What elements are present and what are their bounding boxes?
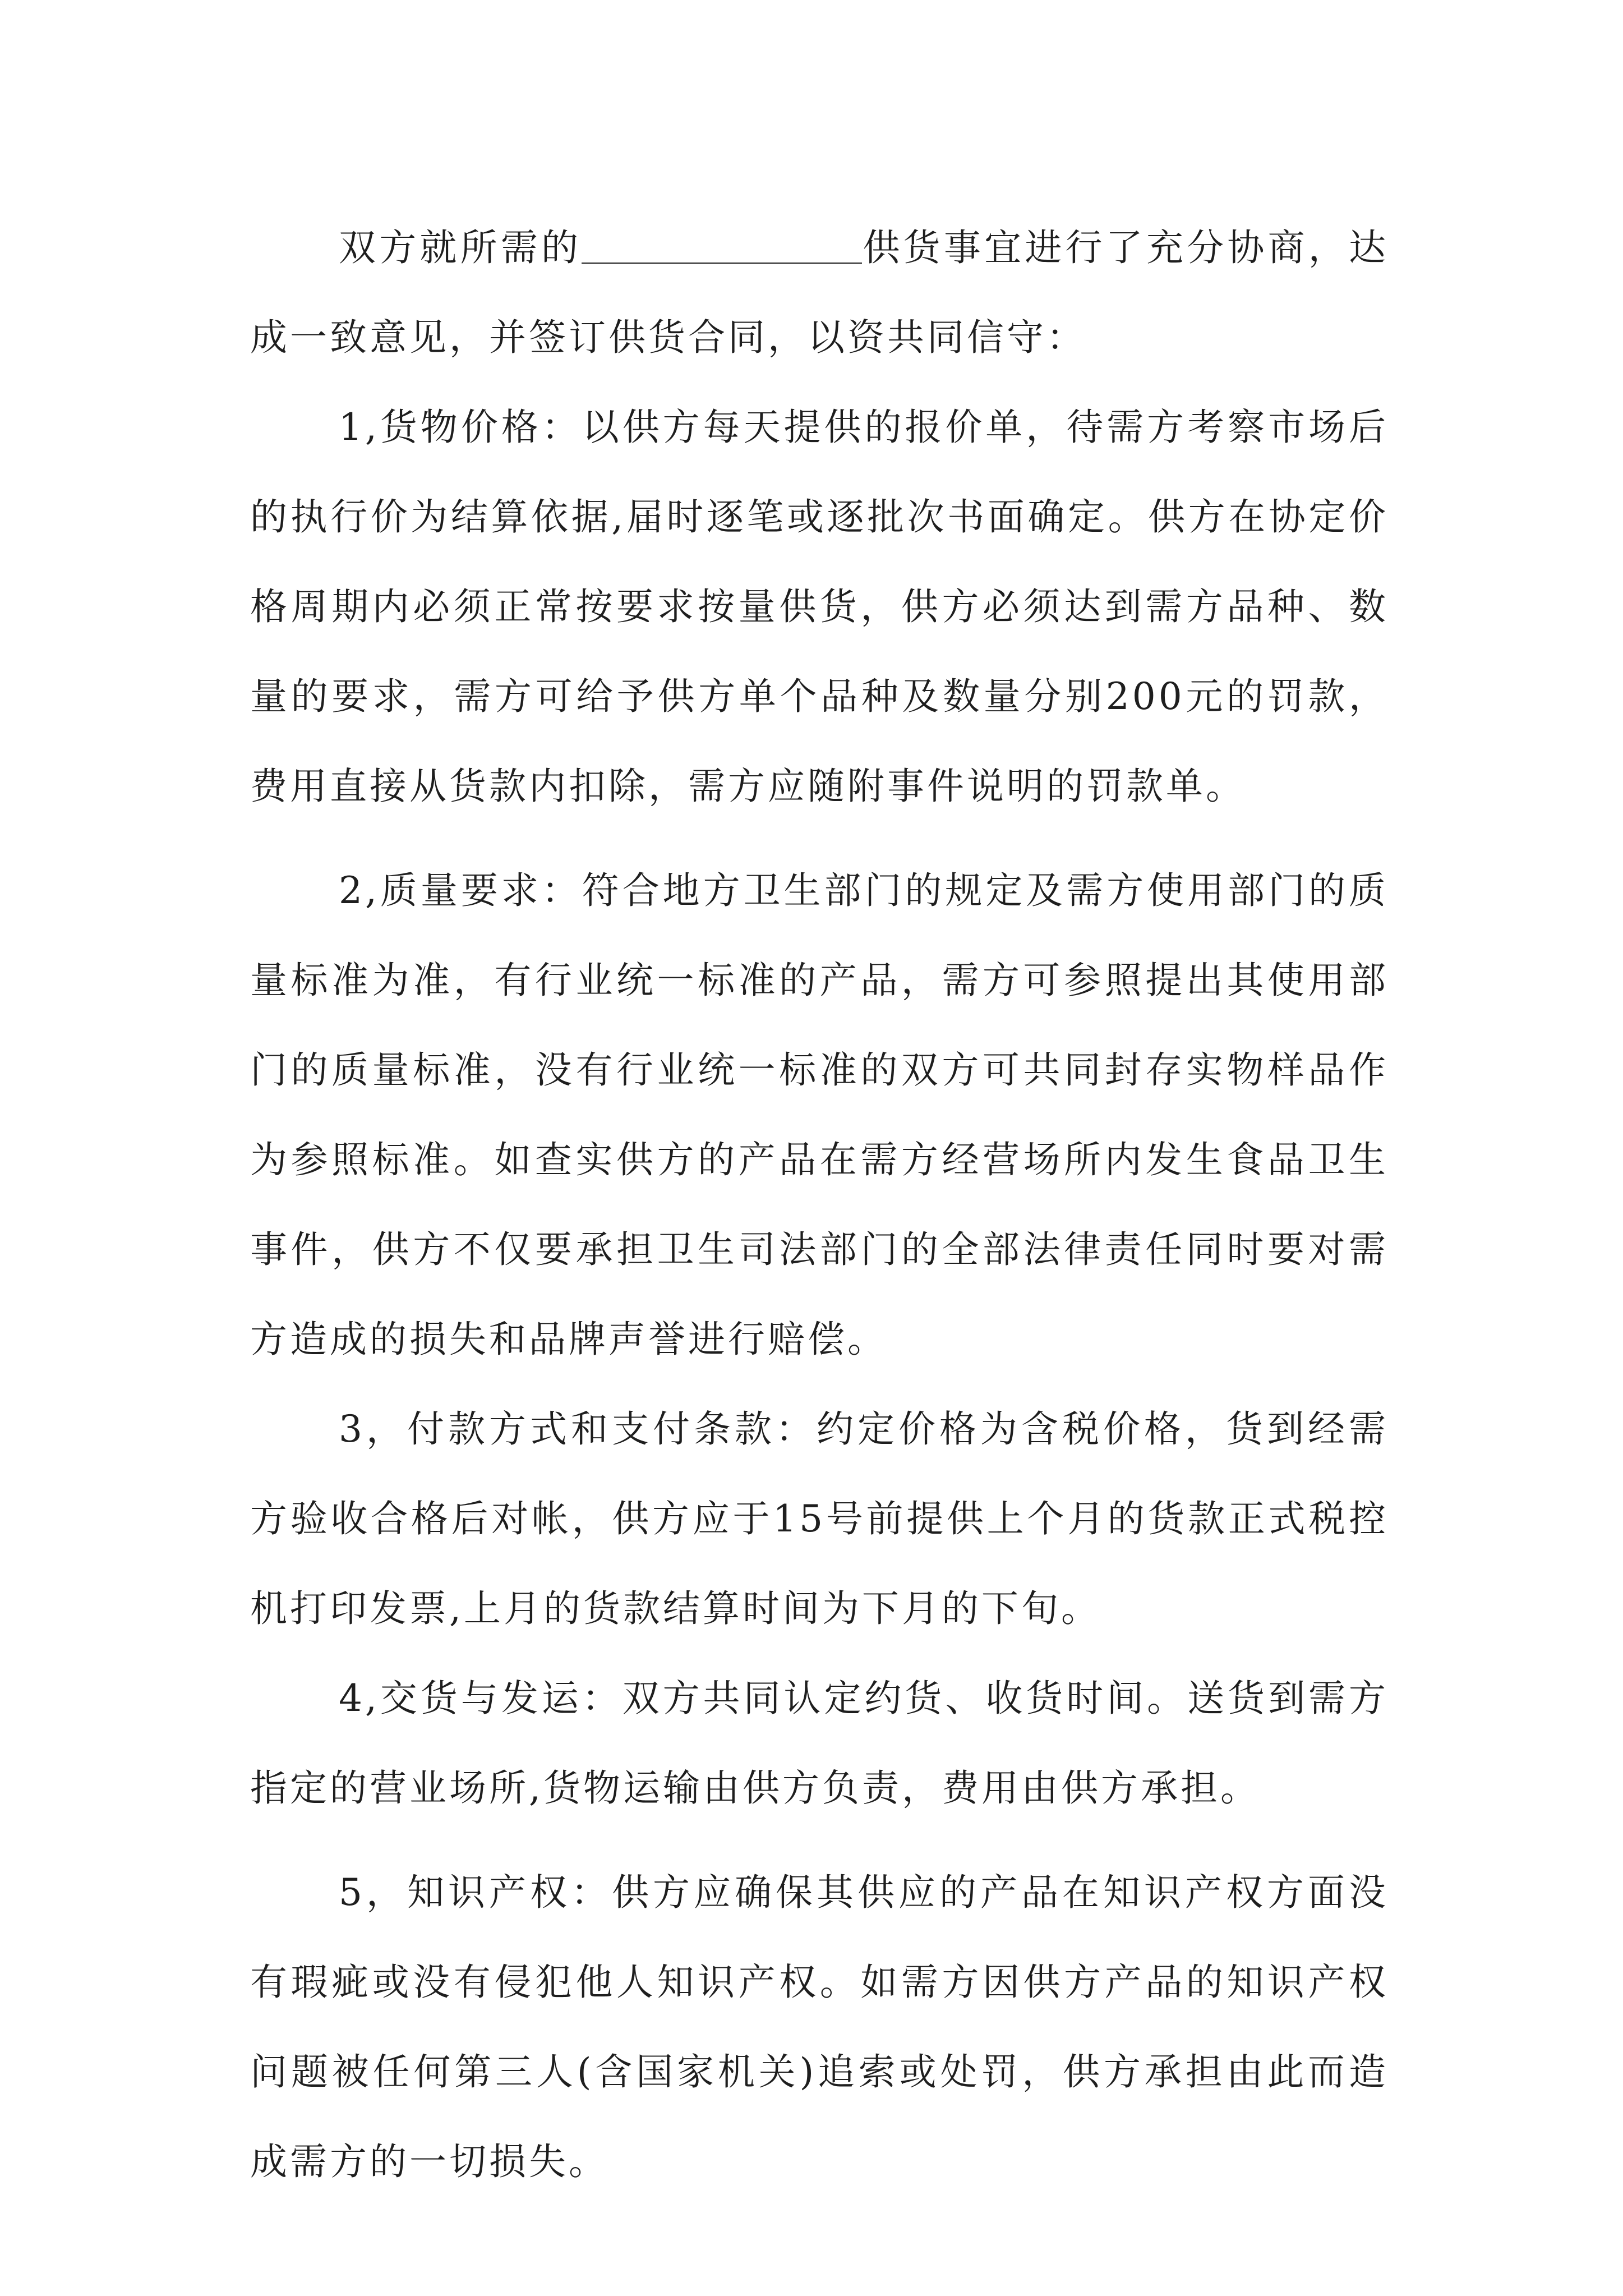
fill-in-blank bbox=[582, 229, 862, 264]
intro-text-before-blank: 双方就所需的 bbox=[339, 226, 582, 269]
clause-payment: 3，付款方式和支付条款：约定价格为含税价格，货到经需方验收合格后对帐，供方应于15号前提供上个月的货款正式税控机打印发票,上月的货款结算时间为下月的下旬。 bbox=[250, 1407, 1389, 1630]
intro-paragraph bbox=[250, 203, 1389, 383]
clause-quality: 2,质量要求：符合地方卫生部门的规定及需方使用部门的质量标准为准，有行业统一标准的产品，需方可参照提出其使用部门的质量标准，没有行业统一标准的双方可共同封存实物样品作为参照标准。如查实供方的产品在需方经营场所内发生食品卫生事件，供方不仅要承担卫生司法部门的全部法律责任同时要对需方造成的损失和品牌声誉进行赔偿。 bbox=[250, 869, 1389, 1361]
clause-delivery: 4,交货与发运：双方共同认定约货、收货时间。送货到需方指定的营业场所,货物运输由供方负责，费用由供方承担。 bbox=[250, 1677, 1389, 1810]
clause-price: 1,货物价格：以供方每天提供的报价单，待需方考察市场后的执行价为结算依据,届时逐笔或逐批次书面确定。供方在协定价格周期内必须正常按要求按量供货，供方必须达到需方品种、数量的要求，需方可给予供方单个品种及数量分别200元的罚款，费用直接从货款内扣除，需方应随附事件说明的罚款单。 bbox=[250, 406, 1389, 808]
contract-body bbox=[250, 203, 1389, 2207]
clause-ip: 5，知识产权：供方应确保其供应的产品在知识产权方面没有瑕疵或没有侵犯他人知识产权。如需方因供方产品的知识产权问题被任何第三人(含国家机关)追索或处罚，供方承担由此而造成需方的一切损失。 bbox=[250, 1871, 1389, 2183]
intro-text-after-blank: 供货事宜进行了充分协商，达成一致意见，并签订供货合同，以资共同信守： bbox=[250, 226, 1389, 359]
